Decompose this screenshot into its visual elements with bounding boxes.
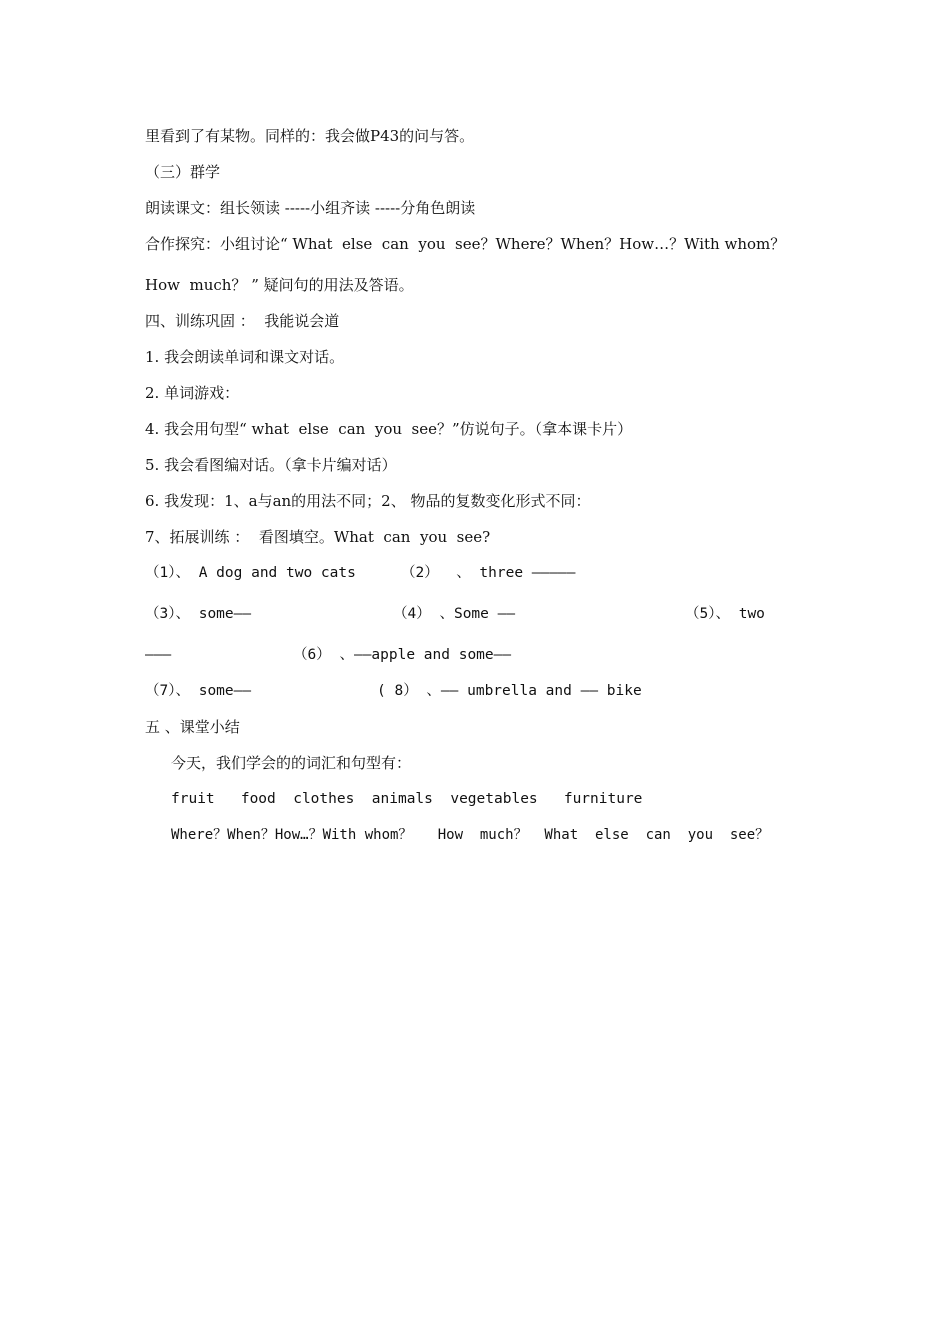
- text-line-discussion: 合作探究：小组讨论“ What else can you see？Where？When？How…？With whom？: [145, 235, 786, 253]
- exercise-item-3: （3）、 some——: [145, 606, 252, 622]
- summary-sentence-patterns: Where？When？How…？With whom？ How much？ What else can you see？: [171, 827, 770, 843]
- list-item-1: 1. 我会朗读单词和课文对话。: [145, 348, 345, 366]
- text-line-discussion-cont: How much？ ” 疑问句的用法及答语。: [145, 276, 414, 294]
- exercise-item-2: （2） 、 three —————: [401, 565, 576, 581]
- list-item-4: 4. 我会用句型“ what else can you see？”仿说句子。（拿本课卡片）: [145, 420, 633, 438]
- list-item-2: 2. 单词游戏：: [145, 384, 240, 402]
- summary-intro: 今天，我们学会的的词汇和句型有：: [171, 754, 412, 772]
- exercise-item-1: （1）、 A dog and two cats: [145, 565, 356, 581]
- exercise-item-8: ( 8） 、—— umbrella and —— bike: [377, 683, 642, 699]
- list-item-6: 6. 我发现：1、a与an的用法不同；2、 物品的复数变化形式不同：: [145, 492, 591, 510]
- text-line-1: 里看到了有某物。同样的：我会做P43的问与答。: [145, 127, 475, 145]
- exercise-item-7: （7）、 some——: [145, 683, 252, 699]
- text-line-reading: 朗读课文：组长领读 -----小组齐读 -----分角色朗读: [145, 199, 476, 217]
- section-heading-group-study: （三）群学: [145, 163, 221, 181]
- list-item-5: 5. 我会看图编对话。（拿卡片编对话）: [145, 456, 397, 474]
- exercise-item-5-blank: ———: [145, 647, 172, 663]
- list-item-7: 7、拓展训练 ： 看图填空。What can you see?: [145, 528, 491, 546]
- section-heading-practice: 四、训练巩固 ： 我能说会道: [145, 312, 340, 330]
- exercise-item-5: （5）、 two: [685, 606, 765, 622]
- section-heading-summary: 五 、课堂小结: [145, 718, 240, 736]
- exercise-item-6: （6） 、——apple and some——: [293, 647, 512, 663]
- summary-vocabulary: fruit food clothes animals vegetables furniture: [171, 791, 643, 807]
- exercise-item-4: （4） 、Some ——: [393, 606, 516, 622]
